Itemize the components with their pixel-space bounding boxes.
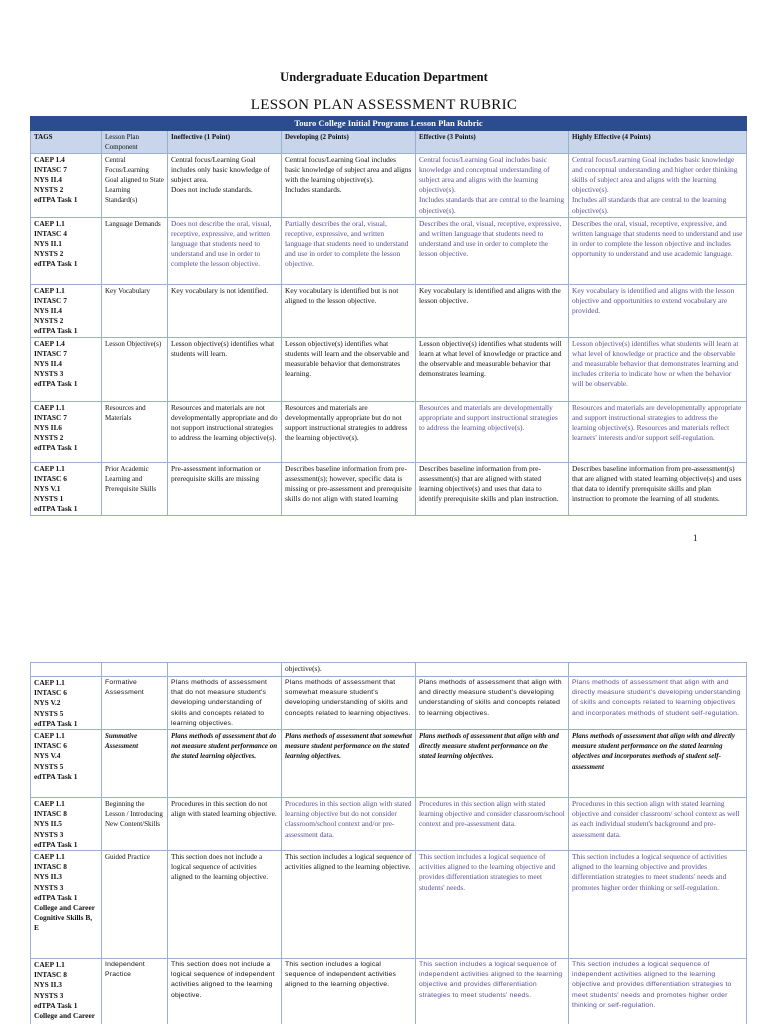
department-title: Undergraduate Education Department xyxy=(280,70,488,84)
rubric-title: LESSON PLAN ASSESSMENT RUBRIC xyxy=(250,97,518,113)
rubric-table-page-1 xyxy=(30,116,746,516)
component-cell: Independent Practice xyxy=(102,959,168,1024)
component-cell: Guided Practice xyxy=(102,851,168,959)
ineffective-cell: Pre-assessment information or prerequisite skills are missing xyxy=(168,462,282,515)
table-row xyxy=(31,153,747,217)
highly-effective-cell: Describes the oral, visual, receptive, expressive, and written language that students need to understand and use in order to complete the lesson objective and includes opportunity to understand and use academic language. xyxy=(569,217,747,284)
tags-cell: CAEP 1.1 INTASC 6 NYS V.1 NYSTS 1 edTPA Task 1 xyxy=(31,462,102,515)
component-cell: Formative Assessment xyxy=(102,677,168,730)
table-row xyxy=(31,217,747,284)
developing-cell: Resources and materials are developmentally appropriate but do not support instructional strategies to address the learning objective(s). xyxy=(282,401,416,462)
developing-cell: Plans methods of assessment that somewhat measure student's developing understanding of skills and concepts related to learning objectives. xyxy=(282,677,416,730)
developing-cell: Key vocabulary is identified but is not aligned to the lesson objective. xyxy=(282,284,416,337)
highly-effective-cell: Plans methods of assessment that align with and directly measure student's developing understanding of skills and concepts related to learning objectives and incorporates methods of student self-regulation. xyxy=(569,677,747,730)
col-header-effective: Effective (3 Points) xyxy=(416,131,569,153)
effective-cell: This section includes a logical sequence of activities aligned to the learning objective and provides differentiation strategies to meet students' needs. xyxy=(416,851,569,959)
ineffective-cell: Key vocabulary is not identified. xyxy=(168,284,282,337)
tags-cell: CAEP 1.1 INTASC 6 NYS V.4 NYSTS 5 edTPA Task 1 xyxy=(31,730,102,798)
highly-effective-cell: Procedures in this section align with stated learning objective and consider classroom/ school context as well as each individual student's background and pre-assessment data. xyxy=(569,798,747,851)
component-cell: Lesson Objective(s) xyxy=(102,337,168,401)
developing-cell: Central focus/Learning Goal includes basic knowledge of subject area and aligns with the learning objective(s). Includes standards. xyxy=(282,153,416,217)
developing-cell: Describes baseline information from pre-assessment(s); however, specific data is missing or pre-assessment and prerequisite skills do not align with stated learning xyxy=(282,462,416,515)
ineffective-cell: Procedures in this section do not align with stated learning objective. xyxy=(168,798,282,851)
component-cell: Language Demands xyxy=(102,217,168,284)
rubric-banner: Touro College Initial Programs Lesson Plan Rubric xyxy=(31,117,747,131)
table-row xyxy=(31,851,747,959)
table-row xyxy=(31,798,747,851)
highly-effective-cell: Describes baseline information from pre-assessment(s) that are aligned with stated learning objective(s) and uses that data to identify prerequisite skills and plan instruction to promote the learning of all students. xyxy=(569,462,747,515)
ineffective-cell: Resources and materials are not developmentally appropriate and do not support instructional strategies to address the learning objective(s). xyxy=(168,401,282,462)
effective-cell: Central focus/Learning Goal includes basic knowledge and conceptual understanding of subject area and aligns with the learning objective(s). Includes standards that are central to the learning objective(s). xyxy=(416,153,569,217)
tags-cell: CAEP 1.1 INTASC 8 NYS II.5 NYSTS 3 edTPA Task 1 xyxy=(31,798,102,851)
tags-cell: CAEP 1.1 INTASC 8 NYS II.3 NYSTS 3 edTPA Task 1 College and Career xyxy=(31,959,102,1024)
effective-cell: Procedures in this section align with stated learning objective and consider classroom/school context and pre-assessment data. xyxy=(416,798,569,851)
developing-cell: This section includes a logical sequence of independent activities aligned to the learning objective. xyxy=(282,959,416,1024)
developing-cell: Lesson objective(s) identifies what students will learn and the observable and measurable behavior that demonstrates learning. xyxy=(282,337,416,401)
tags-cell: CAEP 1.1 INTASC 6 NYS V.2 NYSTS 5 edTPA Task 1 xyxy=(31,677,102,730)
highly-effective-cell: This section includes a logical sequence of independent activities aligned to the learning objective and provides differentiation strategies to meet students' needs and promotes higher order thinking or self-regulation. xyxy=(569,959,747,1024)
col-header-highly-effective: Highly Effective (4 Points) xyxy=(569,131,747,153)
effective-cell: Describes the oral, visual, receptive, expressive, and written language that students need to understand and use in order to complete the lesson objective. xyxy=(416,217,569,284)
col-header-tags: TAGS xyxy=(31,131,102,153)
col-header-ineffective: Ineffective (1 Point) xyxy=(168,131,282,153)
ineffective-cell: This section does not include a logical sequence of independent activities aligned to the learning objective. xyxy=(168,959,282,1024)
effective-cell: Describes baseline information from pre-assessment(s) that are aligned with stated learning objective(s) and uses that data to identify prerequisite skills and plan instruction. xyxy=(416,462,569,515)
continuation-cell: objective(s). xyxy=(282,663,416,677)
developing-cell: This section includes a logical sequence of activities aligned to the learning objective. xyxy=(282,851,416,959)
highly-effective-cell: Plans methods of assessment that align with and directly measure student performance on the stated learning objectives and incorporates methods of student self-assessment xyxy=(569,730,747,798)
component-cell: Key Vocabulary xyxy=(102,284,168,337)
highly-effective-cell: Lesson objective(s) identifies what students will learn at what level of knowledge or practice and the observable and measurable behavior that demonstrates learning and includes criteria to indicate how or when the behavior will be observable. xyxy=(569,337,747,401)
component-cell: Summative Assessment xyxy=(102,730,168,798)
ineffective-cell: Central focus/Learning Goal includes only basic knowledge of subject area. Does not include standards. xyxy=(168,153,282,217)
ineffective-cell: Plans methods of assessment that do not measure student performance on the stated learning objectives. xyxy=(168,730,282,798)
highly-effective-cell: Key vocabulary is identified and aligns with the lesson objective and opportunities to extend vocabulary are provided. xyxy=(569,284,747,337)
component-cell: Resources and Materials xyxy=(102,401,168,462)
developing-cell: Procedures in this section align with stated learning objective but do not consider classroom/school context and/or pre-assessment data. xyxy=(282,798,416,851)
effective-cell: Lesson objective(s) identifies what students will learn at what level of knowledge or practice and the observable and measurable behavior that demonstrates learning. xyxy=(416,337,569,401)
highly-effective-cell: Resources and materials are developmentally appropriate and support instructional strategies to address the learning objective(s). Resources and materials reflect learners' interests and/or support self-regulation. xyxy=(569,401,747,462)
highly-effective-cell: Central focus/Learning Goal includes basic knowledge and conceptual understanding and higher order thinking skills of subject area and aligns with the learning objective(s). Includes all standards that are central to the learning objective(s). xyxy=(569,153,747,217)
tags-cell: CAEP 1.1 INTASC 7 NYS II.6 NYSTS 2 edTPA Task 1 xyxy=(31,401,102,462)
developing-cell: Plans methods of assessment that somewhat measure student performance on the stated learning objectives. xyxy=(282,730,416,798)
tags-cell: CAEP 1.1 INTASC 4 NYS II.1 NYSTS 2 edTPA Task 1 xyxy=(31,217,102,284)
tags-cell: CAEP 1.1 INTASC 8 NYS II.3 NYSTS 3 edTPA Task 1 College and Career Cognitive Skills B, E xyxy=(31,851,102,959)
effective-cell: This section includes a logical sequence of independent activities aligned to the learning objective and provides differentiation strategies to meet students' needs. xyxy=(416,959,569,1024)
table-row xyxy=(31,284,747,337)
tags-cell: CAEP 1.4 INTASC 7 NYS II.4 NYSTS 3 edTPA Task 1 xyxy=(31,337,102,401)
developing-cell: Partially describes the oral, visual, receptive, expressive, and written language that students need to understand and use in order to complete the lesson objective. xyxy=(282,217,416,284)
table-row xyxy=(31,337,747,401)
tags-cell: CAEP 1.4 INTASC 7 NYS II.4 NYSTS 2 edTPA Task 1 xyxy=(31,153,102,217)
page-number: 1 xyxy=(693,533,698,543)
effective-cell: Plans methods of assessment that align with and directly measure student performance on the stated learning objectives. xyxy=(416,730,569,798)
highly-effective-cell: This section includes a logical sequence of activities aligned to the learning objective and provides differentiation strategies to meet students' needs and promotes higher order thinking or self-regulation. xyxy=(569,851,747,959)
table-row xyxy=(31,462,747,515)
rubric-table-page-2 xyxy=(30,662,746,1024)
table-row xyxy=(31,959,747,1024)
ineffective-cell: Plans methods of assessment that do not measure student's developing understanding of skills and concepts related to learning objectives. xyxy=(168,677,282,730)
effective-cell: Resources and materials are developmentally appropriate and support instructional strategies to address the learning objective(s). xyxy=(416,401,569,462)
ineffective-cell: Lesson objective(s) identifies what students will learn. xyxy=(168,337,282,401)
effective-cell: Key vocabulary is identified and aligns with the lesson objective. xyxy=(416,284,569,337)
col-header-component: Lesson Plan Component xyxy=(102,131,168,153)
table-row xyxy=(31,401,747,462)
continuation-row xyxy=(31,663,747,677)
header-row xyxy=(31,131,747,153)
component-cell: Beginning the Lesson / Introducing New Content/Skills xyxy=(102,798,168,851)
table-row xyxy=(31,730,747,798)
ineffective-cell: Does not describe the oral, visual, receptive, expressive, and written language that students need to understand and use in order to complete the lesson objective. xyxy=(168,217,282,284)
component-cell: Prior Academic Learning and Prerequisite Skills xyxy=(102,462,168,515)
ineffective-cell: This section does not include a logical sequence of activities aligned to the learning objective. xyxy=(168,851,282,959)
col-header-developing: Developing (2 Points) xyxy=(282,131,416,153)
tags-cell: CAEP 1.1 INTASC 7 NYS II.4 NYSTS 2 edTPA Task 1 xyxy=(31,284,102,337)
table-row xyxy=(31,677,747,730)
component-cell: Central Focus/Learning Goal aligned to State Learning Standard(s) xyxy=(102,153,168,217)
effective-cell: Plans methods of assessment that align with and directly measure student's developing understanding of skills and concepts related to learning objectives. xyxy=(416,677,569,730)
